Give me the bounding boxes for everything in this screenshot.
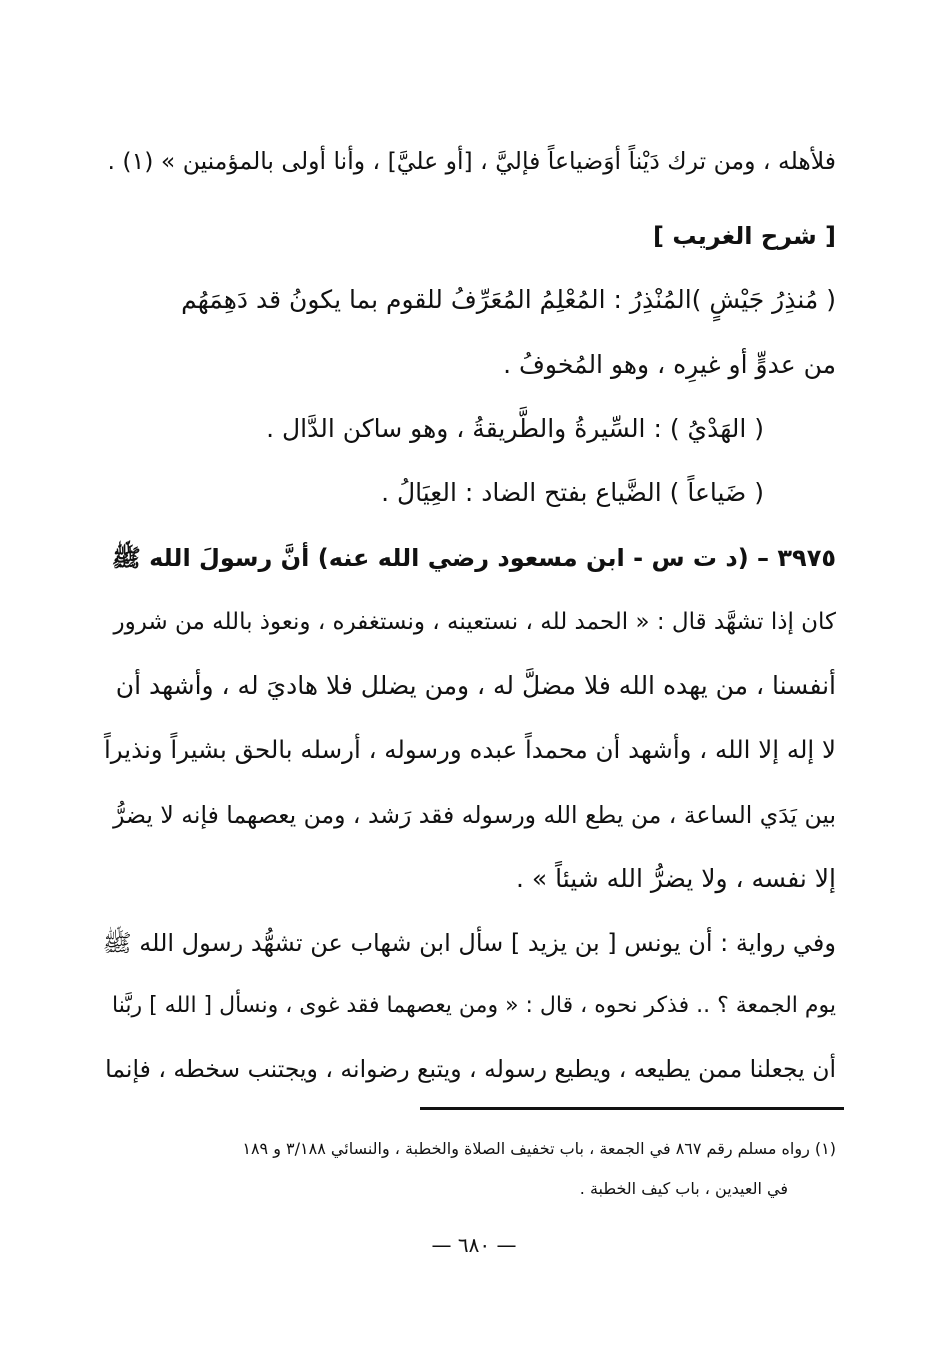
footnote-1: (١) رواه مسلم رقم ٨٦٧ في الجمعة ، باب تخفيف الصلاة والخطبة ، والنسائي ٣/١٨٨ و ١٨٩ [242,1139,836,1158]
text-line-10: لا إله إلا الله ، وأشهد أن محمداً عبده ورسوله ، أرسله بالحق بشيراً ونذيراً [103,735,836,764]
text-line-11: بين يَدَي الساعة ، من يطع الله ورسوله فقد رَشد ، ومن يعصهما فإنه لا يضرُّ [113,801,836,829]
hadith-heading-3975: ٣٩٧٥ – (د ت س - ابن مسعود رضي الله عنه) أنَّ رسولَ الله ﷺ [111,544,836,572]
text-line-13: وفي رواية : أن يونس [ بن يزيد ] سأل ابن شهاب عن تشهُّد رسول الله ﷺ [102,929,836,957]
footnote-separator [420,1107,844,1110]
text-line-1: فلأهله ، ومن ترك دَيْناً أوَضياعاً فإليَّ ، [أو عليَّ] ، وأنا أولى بالمؤمنين » (١) . [107,147,836,175]
text-line-5: ( الهَدْيُ ) : السِّيرةُ والطَّريقةُ ، وهو ساكن الدَّال . [266,414,764,443]
text-line-8: كان إذا تشهَّد قال : « الحمد لله ، نستعينه ، ونستغفره ، ونعوذ بالله من شرور [113,609,836,635]
text-line-15: أن يجعلنا ممن يطيعه ، ويطيع رسوله ، ويتبع رضوانه ، ويجتنب سخطه ، فإنما [105,1055,836,1083]
text-line-12: إلا نفسه ، ولا يضرُّ الله شيئاً » . [515,864,836,893]
text-line-4: من عدوٍّ أو غيرِه ، وهو المُخوفُ . [503,350,836,379]
text-line-3: ( مُنذِرُ جَيْشٍ )المُنْذِرُ : المُعْلِمُ المُعَرِّفُ للقوم بما يكونُ قد دَهِمَهُم [181,285,836,314]
section-heading-gharib: [ شرح الغريب ] [653,222,836,250]
text-line-9: أنفسنا ، من يهده الله فلا مضلَّ له ، ومن يضلل فلا هاديَ له ، وأشهد أن [115,671,836,700]
footnote-1-continued: في العيدين ، باب كيف الخطبة . [579,1179,788,1198]
page-number: — ٦٨٠ — [431,1233,517,1257]
text-line-6: ( ضَياعاً ) الضَّياع بفتح الضاد : العِيَالُ . [381,478,764,507]
text-line-14: يوم الجمعة ؟ .. فذكر نحوه ، قال : « ومن يعصهما فقد غوى ، ونسأل [ الله ] ربَّنا [112,993,836,1018]
